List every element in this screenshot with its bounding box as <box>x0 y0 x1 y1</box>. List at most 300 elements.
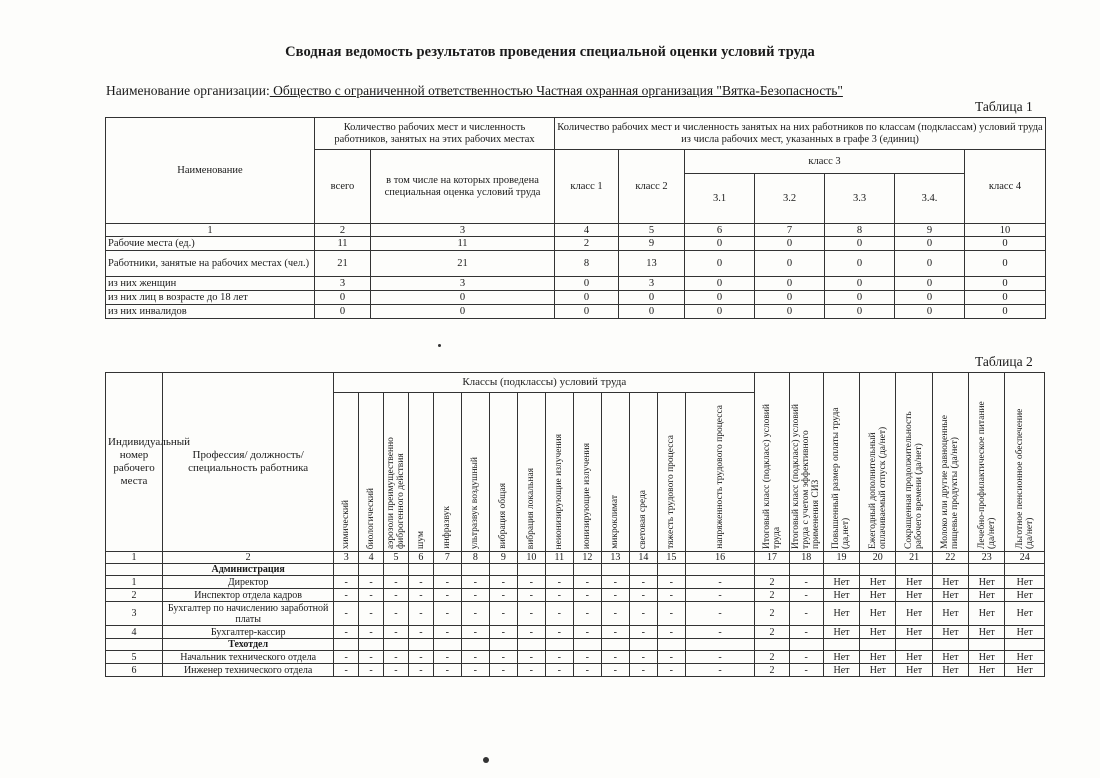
t1-header-assessed: в том числе на которых проведена специальная оценка условий труда <box>371 150 555 224</box>
t1-cell: 0 <box>685 251 755 277</box>
t2-benefit: Нет <box>860 602 896 626</box>
t2-row-num: 3 <box>106 602 163 626</box>
t2-column-number: 3 <box>334 552 359 564</box>
t1-column-number: 1 <box>106 224 315 237</box>
t2-header-factor: ультразвук воздушный <box>461 393 489 552</box>
t2-section-blank <box>685 639 755 651</box>
t2-section-blank <box>359 639 384 651</box>
t2-benefit: Нет <box>823 626 859 639</box>
t2-benefit: Нет <box>969 664 1005 677</box>
t2-section-blank <box>545 564 573 576</box>
t1-header-sub: 3.2 <box>755 174 825 224</box>
t2-factor-dash: - <box>685 626 755 639</box>
summary-table-1 <box>105 117 1046 319</box>
t2-final-class-siz: - <box>789 664 823 677</box>
t2-factor-dash: - <box>334 589 359 602</box>
t2-factor-dash: - <box>359 602 384 626</box>
t2-factor-dash: - <box>489 576 517 589</box>
t2-factor-dash: - <box>629 576 657 589</box>
t2-final-class-siz: - <box>789 589 823 602</box>
organization-line <box>106 83 843 99</box>
t2-factor-dash: - <box>408 589 433 602</box>
t2-header-factor: биологический <box>359 393 384 552</box>
t1-cell: 0 <box>555 305 619 319</box>
t2-section-blank <box>789 639 823 651</box>
t1-header-class1: класс 1 <box>555 150 619 224</box>
t2-factor-dash: - <box>489 626 517 639</box>
t2-factor-dash: - <box>657 589 685 602</box>
t2-factor-dash: - <box>433 589 461 602</box>
t2-factor-dash: - <box>657 602 685 626</box>
t2-factor-dash: - <box>408 664 433 677</box>
t2-benefit: Нет <box>1005 576 1045 589</box>
t2-section-blank <box>384 564 409 576</box>
t2-header-factor: микроклимат <box>601 393 629 552</box>
t1-cell: 11 <box>371 237 555 251</box>
t2-column-number: 11 <box>545 552 573 564</box>
t2-benefit: Нет <box>823 651 859 664</box>
t2-factor-dash: - <box>573 589 601 602</box>
t1-header-group-b: Количество рабочих мест и численность занятых на них работников по классам (подклассам) условий труда из числа рабочих мест, указанных в графе 3 (единиц) <box>555 118 1046 150</box>
t1-cell: 0 <box>619 291 685 305</box>
t2-factor-dash: - <box>517 651 545 664</box>
t2-section-blank <box>629 639 657 651</box>
t1-column-number: 10 <box>965 224 1046 237</box>
t2-section-blank <box>517 564 545 576</box>
t2-factor-dash: - <box>545 664 573 677</box>
t2-factor-dash: - <box>629 626 657 639</box>
t1-column-number: 4 <box>555 224 619 237</box>
t1-row <box>106 291 1046 305</box>
t2-row <box>106 664 1045 677</box>
t1-cell: 0 <box>825 237 895 251</box>
t2-benefit: Нет <box>896 651 932 664</box>
t2-section-blank <box>657 639 685 651</box>
t2-benefit: Нет <box>1005 626 1045 639</box>
t1-cell: 3 <box>619 277 685 291</box>
t2-factor-dash: - <box>629 589 657 602</box>
t2-row-num: 4 <box>106 626 163 639</box>
t2-factor-dash: - <box>461 602 489 626</box>
t2-factor-dash: - <box>433 626 461 639</box>
t2-factor-dash: - <box>489 589 517 602</box>
t2-factor-dash: - <box>545 651 573 664</box>
t2-row <box>106 626 1045 639</box>
t2-factor-dash: - <box>573 651 601 664</box>
t2-factor-dash: - <box>384 576 409 589</box>
t2-section-name: Администрация <box>163 564 334 576</box>
t1-row-label: из них лиц в возрасте до 18 лет <box>106 291 315 305</box>
t2-benefit: Нет <box>896 664 932 677</box>
t1-cell: 0 <box>755 291 825 305</box>
t2-section-blank <box>860 564 896 576</box>
t1-row <box>106 277 1046 291</box>
t1-header-sub: 3.1 <box>685 174 755 224</box>
t2-row <box>106 651 1045 664</box>
t2-column-number: 4 <box>359 552 384 564</box>
t2-factor-dash: - <box>545 589 573 602</box>
t2-section-blank <box>755 564 789 576</box>
t2-factor-dash: - <box>657 651 685 664</box>
t2-benefit: Нет <box>860 626 896 639</box>
t2-factor-dash: - <box>408 602 433 626</box>
t2-benefit: Нет <box>969 651 1005 664</box>
t2-benefit: Нет <box>932 576 968 589</box>
t2-factor-dash: - <box>573 626 601 639</box>
t2-factor-dash: - <box>545 602 573 626</box>
t2-section-blank <box>932 639 968 651</box>
t2-section-blank <box>433 564 461 576</box>
t2-section-blank <box>106 564 163 576</box>
t2-column-number: 20 <box>860 552 896 564</box>
t2-column-number: 16 <box>685 552 755 564</box>
t2-row-profession: Бухгалтер-кассир <box>163 626 334 639</box>
t1-cell: 0 <box>965 305 1046 319</box>
t2-section-blank <box>685 564 755 576</box>
t1-cell: 0 <box>685 291 755 305</box>
t1-row-label: Рабочие места (ед.) <box>106 237 315 251</box>
t2-factor-dash: - <box>685 651 755 664</box>
t2-section-blank <box>601 564 629 576</box>
t1-cell: 0 <box>371 291 555 305</box>
t1-column-number: 9 <box>895 224 965 237</box>
t2-factor-dash: - <box>517 626 545 639</box>
t2-column-number: 22 <box>932 552 968 564</box>
t2-factor-dash: - <box>517 602 545 626</box>
t2-benefit: Нет <box>823 664 859 677</box>
t1-cell: 3 <box>371 277 555 291</box>
t2-section-blank <box>461 564 489 576</box>
t2-section-blank <box>601 639 629 651</box>
t2-benefit: Нет <box>932 602 968 626</box>
t1-header-sub: 3.3 <box>825 174 895 224</box>
t2-final-class-siz: - <box>789 651 823 664</box>
t2-benefit: Нет <box>969 626 1005 639</box>
t2-factor-dash: - <box>601 626 629 639</box>
t1-row-label: Работники, занятые на рабочих местах (чел.) <box>106 251 315 277</box>
t2-final-class: 2 <box>755 664 789 677</box>
t2-header-extra: Повышенный размер оплаты труда (да,нет) <box>823 373 859 552</box>
t1-cell: 3 <box>315 277 371 291</box>
t2-section-blank <box>1005 564 1045 576</box>
t1-cell: 21 <box>371 251 555 277</box>
t2-benefit: Нет <box>969 602 1005 626</box>
t2-section-blank <box>932 564 968 576</box>
t2-section-blank <box>408 564 433 576</box>
t1-cell: 0 <box>685 277 755 291</box>
t1-header-sub: 3.4. <box>895 174 965 224</box>
t2-benefit: Нет <box>1005 651 1045 664</box>
t2-section-blank <box>755 639 789 651</box>
t2-factor-dash: - <box>359 626 384 639</box>
t2-factor-dash: - <box>433 664 461 677</box>
t2-section-blank <box>517 639 545 651</box>
t2-column-number: 24 <box>1005 552 1045 564</box>
t2-final-class-siz: - <box>789 576 823 589</box>
t2-header-factor: аэрозоли преимущественно фиброгенного действия <box>384 393 409 552</box>
t1-cell: 0 <box>315 291 371 305</box>
t2-final-class: 2 <box>755 651 789 664</box>
t2-header-extra: Льготное пенсионное обеспечение (да/нет) <box>1005 373 1045 552</box>
t2-factor-dash: - <box>685 576 755 589</box>
t1-cell: 0 <box>895 291 965 305</box>
t2-header-extra: Итоговый класс (подкласс) условий труда <box>755 373 789 552</box>
summary-table-2 <box>105 372 1045 677</box>
t2-factor-dash: - <box>601 576 629 589</box>
t2-section-blank <box>860 639 896 651</box>
t2-benefit: Нет <box>860 589 896 602</box>
t2-factor-dash: - <box>489 651 517 664</box>
t2-benefit: Нет <box>896 576 932 589</box>
t2-section-blank <box>896 639 932 651</box>
t2-section-name: Техотдел <box>163 639 334 651</box>
t2-factor-dash: - <box>461 626 489 639</box>
t2-column-number: 1 <box>106 552 163 564</box>
t2-column-number: 21 <box>896 552 932 564</box>
t2-row-profession: Начальник технического отдела <box>163 651 334 664</box>
t2-factor-dash: - <box>359 589 384 602</box>
t1-header-total: всего <box>315 150 371 224</box>
t2-factor-dash: - <box>408 626 433 639</box>
t2-column-number: 17 <box>755 552 789 564</box>
t2-factor-dash: - <box>384 602 409 626</box>
t1-cell: 0 <box>965 277 1046 291</box>
t2-header-extra: Сокращенная продолжительность рабочего времени (да/нет) <box>896 373 932 552</box>
t2-row-profession: Инспектор отдела кадров <box>163 589 334 602</box>
t2-benefit: Нет <box>932 664 968 677</box>
t2-section-blank <box>384 639 409 651</box>
t2-row <box>106 602 1045 626</box>
t2-factor-dash: - <box>685 664 755 677</box>
t1-header-name: Наименование <box>106 118 315 224</box>
t2-factor-dash: - <box>384 651 409 664</box>
t2-header-factor: ионизирующие излучения <box>573 393 601 552</box>
t2-column-number: 7 <box>433 552 461 564</box>
t2-header-factor: неионизирующие излучения <box>545 393 573 552</box>
t2-factor-dash: - <box>545 576 573 589</box>
t2-benefit: Нет <box>823 589 859 602</box>
t2-final-class-siz: - <box>789 602 823 626</box>
t2-header-factor: вибрация общая <box>489 393 517 552</box>
t2-benefit: Нет <box>896 626 932 639</box>
t2-factor-dash: - <box>573 664 601 677</box>
t2-factor-dash: - <box>517 664 545 677</box>
t1-cell: 0 <box>965 251 1046 277</box>
t1-cell: 0 <box>965 291 1046 305</box>
t1-cell: 9 <box>619 237 685 251</box>
t2-header-classes: Классы (подклассы) условий труда <box>334 373 755 393</box>
t2-factor-dash: - <box>334 576 359 589</box>
t2-section-blank <box>969 564 1005 576</box>
t2-header-extra: Молоко или другие равноценные пищевые продукты (да/нет) <box>932 373 968 552</box>
t2-section-blank <box>461 639 489 651</box>
t2-header-factor: химический <box>334 393 359 552</box>
t2-benefit: Нет <box>823 576 859 589</box>
t1-cell: 8 <box>555 251 619 277</box>
t1-column-number: 5 <box>619 224 685 237</box>
t1-column-number: 7 <box>755 224 825 237</box>
scan-speck <box>483 757 489 763</box>
t2-row-num: 5 <box>106 651 163 664</box>
t2-header-extra: Ежегодный дополнительный оплачиваемый отпуск (да/нет) <box>860 373 896 552</box>
t2-column-number: 8 <box>461 552 489 564</box>
t2-factor-dash: - <box>685 602 755 626</box>
t2-factor-dash: - <box>461 651 489 664</box>
t2-header-num: Индивидуальный номер рабочего места <box>106 373 163 552</box>
t2-column-number: 9 <box>489 552 517 564</box>
t2-section-blank <box>789 564 823 576</box>
t2-header-factor: тяжесть трудового процесса <box>657 393 685 552</box>
t2-header-factor: напряженность трудового процесса <box>685 393 755 552</box>
t2-factor-dash: - <box>657 626 685 639</box>
t1-cell: 2 <box>555 237 619 251</box>
t2-header-factor: шум <box>408 393 433 552</box>
t2-header-factor: световая среда <box>629 393 657 552</box>
t2-section-blank <box>823 639 859 651</box>
t2-factor-dash: - <box>384 626 409 639</box>
t2-factor-dash: - <box>629 664 657 677</box>
t1-cell: 0 <box>825 305 895 319</box>
t2-factor-dash: - <box>334 626 359 639</box>
t2-factor-dash: - <box>629 651 657 664</box>
t2-column-number: 14 <box>629 552 657 564</box>
t1-cell: 0 <box>755 251 825 277</box>
t2-final-class: 2 <box>755 626 789 639</box>
t2-row <box>106 576 1045 589</box>
t2-factor-dash: - <box>601 664 629 677</box>
t2-section-blank <box>573 639 601 651</box>
t1-cell: 0 <box>895 277 965 291</box>
t2-section-blank <box>1005 639 1045 651</box>
t2-benefit: Нет <box>932 626 968 639</box>
t1-cell: 0 <box>895 251 965 277</box>
t2-factor-dash: - <box>545 626 573 639</box>
t1-column-number: 2 <box>315 224 371 237</box>
t1-cell: 0 <box>825 291 895 305</box>
t2-section-row <box>106 564 1045 576</box>
t2-factor-dash: - <box>359 576 384 589</box>
t1-cell: 0 <box>965 237 1046 251</box>
t2-factor-dash: - <box>359 651 384 664</box>
t2-benefit: Нет <box>969 576 1005 589</box>
t1-header-class4: класс 4 <box>965 150 1046 224</box>
t2-column-number: 12 <box>573 552 601 564</box>
t1-cell: 0 <box>895 237 965 251</box>
t1-cell: 0 <box>825 277 895 291</box>
t2-final-class-siz: - <box>789 626 823 639</box>
t1-cell: 0 <box>755 237 825 251</box>
table2-caption: Таблица 2 <box>975 354 1033 369</box>
t2-factor-dash: - <box>573 602 601 626</box>
t2-row-profession: Бухгалтер по начислению заработной платы <box>163 602 334 626</box>
t2-column-number: 19 <box>823 552 859 564</box>
t1-cell: 0 <box>825 251 895 277</box>
t2-section-blank <box>573 564 601 576</box>
t2-factor-dash: - <box>433 651 461 664</box>
t2-factor-dash: - <box>601 602 629 626</box>
t2-section-row <box>106 639 1045 651</box>
t1-cell: 0 <box>555 291 619 305</box>
t2-benefit: Нет <box>932 651 968 664</box>
t2-factor-dash: - <box>657 664 685 677</box>
t1-header-class2: класс 2 <box>619 150 685 224</box>
t2-factor-dash: - <box>657 576 685 589</box>
t2-row-num: 2 <box>106 589 163 602</box>
t2-column-number: 5 <box>384 552 409 564</box>
t2-row-profession: Инженер технического отдела <box>163 664 334 677</box>
t1-cell: 0 <box>685 305 755 319</box>
t2-benefit: Нет <box>932 589 968 602</box>
t1-cell: 0 <box>371 305 555 319</box>
t1-row <box>106 305 1046 319</box>
t2-section-blank <box>408 639 433 651</box>
document-title: Сводная ведомость результатов проведения специальной оценки условий труда <box>285 44 815 60</box>
t2-factor-dash: - <box>489 602 517 626</box>
t2-factor-dash: - <box>384 589 409 602</box>
t2-benefit: Нет <box>823 602 859 626</box>
t1-header-class3: класс 3 <box>685 150 965 174</box>
t2-row-num: 6 <box>106 664 163 677</box>
t2-factor-dash: - <box>489 664 517 677</box>
scan-speck <box>438 344 441 347</box>
t2-benefit: Нет <box>860 651 896 664</box>
t2-factor-dash: - <box>629 602 657 626</box>
t2-column-number: 2 <box>163 552 334 564</box>
t2-column-number: 23 <box>969 552 1005 564</box>
t2-section-blank <box>545 639 573 651</box>
t2-factor-dash: - <box>408 651 433 664</box>
t2-row-profession: Директор <box>163 576 334 589</box>
t2-final-class: 2 <box>755 589 789 602</box>
t2-row <box>106 589 1045 602</box>
t2-header-factor: инфразвук <box>433 393 461 552</box>
t2-factor-dash: - <box>573 576 601 589</box>
t2-factor-dash: - <box>601 651 629 664</box>
t1-column-number: 6 <box>685 224 755 237</box>
t1-cell: 11 <box>315 237 371 251</box>
t2-benefit: Нет <box>969 589 1005 602</box>
t2-factor-dash: - <box>601 589 629 602</box>
t2-benefit: Нет <box>860 664 896 677</box>
t2-factor-dash: - <box>461 664 489 677</box>
t2-factor-dash: - <box>461 589 489 602</box>
t2-column-number: 18 <box>789 552 823 564</box>
t2-section-blank <box>489 639 517 651</box>
t2-section-blank <box>896 564 932 576</box>
organization-name: Общество с ограниченной ответственностью Частная охранная организация "Вятка-Безопасность" <box>269 83 843 98</box>
table1-caption: Таблица 1 <box>975 99 1033 114</box>
t2-factor-dash: - <box>461 576 489 589</box>
t2-section-blank <box>433 639 461 651</box>
t2-factor-dash: - <box>359 664 384 677</box>
t1-column-number: 8 <box>825 224 895 237</box>
t2-section-blank <box>823 564 859 576</box>
t2-final-class: 2 <box>755 576 789 589</box>
t2-section-blank <box>334 639 359 651</box>
t2-section-blank <box>969 639 1005 651</box>
t2-benefit: Нет <box>860 576 896 589</box>
t2-benefit: Нет <box>896 602 932 626</box>
t1-cell: 0 <box>685 237 755 251</box>
t2-factor-dash: - <box>517 589 545 602</box>
t2-section-blank <box>629 564 657 576</box>
t2-section-blank <box>489 564 517 576</box>
t2-factor-dash: - <box>334 664 359 677</box>
t1-row <box>106 251 1046 277</box>
t2-factor-dash: - <box>334 651 359 664</box>
t1-cell: 0 <box>755 277 825 291</box>
t1-cell: 0 <box>315 305 371 319</box>
